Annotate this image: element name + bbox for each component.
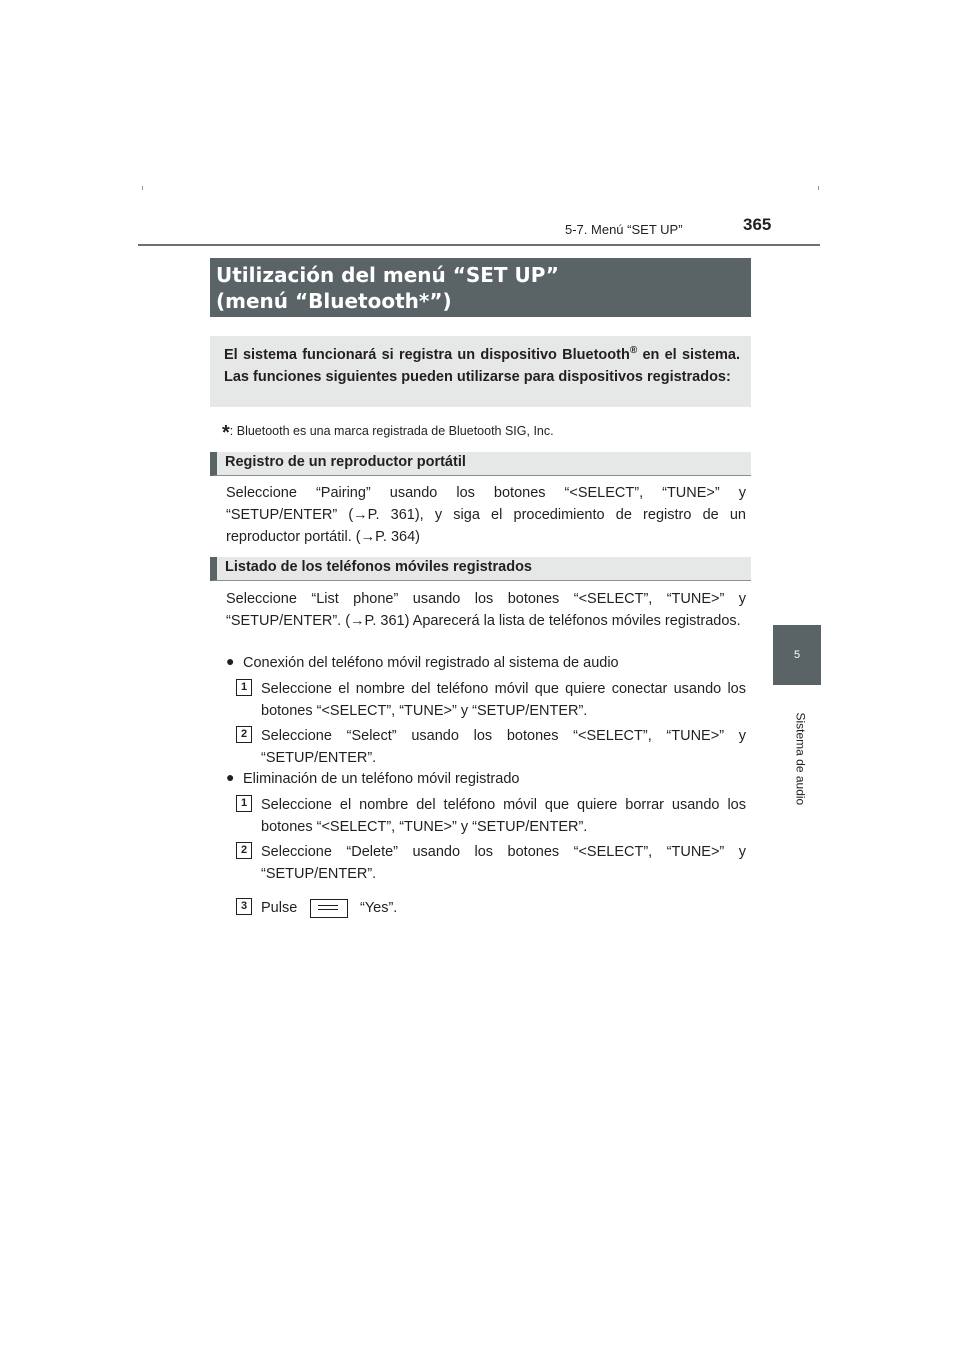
page-number: 365: [743, 215, 772, 234]
footnote-text: : Bluetooth es una marca registrada de Bluetooth SIG, Inc.: [229, 424, 554, 438]
chapter-label: Sistema de audio: [793, 712, 808, 806]
step-text: Seleccione “Delete” usando los botones “<SELECT”, “TUNE>” y “SETUP/ENTER”.: [261, 844, 746, 882]
subheading-registro: [210, 452, 751, 476]
subheading-listado-label: Listado de los teléfonos móviles registrados: [225, 559, 532, 575]
section-title-box: [210, 258, 751, 317]
step-text: Seleccione el nombre del teléfono móvil que quiere conectar usando los botones “<SELECT”, “TUNE>” y “SETUP/ENTER”.: [261, 681, 746, 719]
step-number: 2: [236, 726, 252, 743]
title-line-2: (menú “Bluetooth*”): [216, 289, 452, 313]
paragraph-registro: Seleccione “Pairing” usando los botones “<SELECT”, “TUNE>” y “SETUP/ENTER” (→P. 361), y siga el procedimiento de registro de un reproductor portátil. (→P. 364): [226, 485, 746, 545]
step-number: 1: [236, 679, 252, 696]
step-text: Seleccione el nombre del teléfono móvil que quiere borrar usando los botones “<SELECT”, “TUNE>” y “SETUP/ENTER”.: [261, 797, 746, 835]
intro-text: [224, 340, 740, 388]
bullet-icon: ●: [226, 653, 235, 669]
button-glyph: [318, 905, 338, 910]
footnote-mark: *: [222, 422, 230, 444]
audio-button-icon: [310, 899, 348, 918]
bullet-conexion: Conexión del teléfono móvil registrado al sistema de audio: [243, 655, 619, 671]
header-section: 5-7. Menú “SET UP”: [565, 222, 683, 237]
paragraph-listado: Seleccione “List phone” usando los botones “<SELECT”, “TUNE>” y “SETUP/ENTER”. (→P. 361) Aparecerá la lista de teléfonos móviles registrados.: [226, 591, 746, 629]
step-pulse: Pulse: [261, 900, 298, 916]
step-yes: “Yes”.: [360, 900, 398, 916]
intro-box: [210, 336, 751, 407]
intro-text-post: en el sistema. Las funciones siguientes pueden utilizarse para dispositivos registrados:: [224, 346, 741, 385]
header-rule: [138, 244, 820, 246]
title-line-1: Utilización del menú “SET UP”: [216, 263, 559, 287]
crop-mark-right: [818, 186, 819, 190]
registered-mark: ®: [629, 345, 638, 356]
step-number: 1: [236, 795, 252, 812]
step-number: 3: [236, 898, 252, 915]
subheading-registro-label: Registro de un reproductor portátil: [225, 454, 466, 470]
footnote: [222, 422, 554, 445]
subheading-listado: [210, 557, 751, 581]
step-text: Seleccione “Select” usando los botones “<SELECT”, “TUNE>” y “SETUP/ENTER”.: [261, 728, 746, 766]
bullet-eliminacion: Eliminación de un teléfono móvil registrado: [243, 771, 520, 787]
step-number: 2: [236, 842, 252, 859]
chapter-tab: 5: [773, 625, 821, 685]
crop-mark-left: [142, 186, 143, 190]
bullet-icon: ●: [226, 769, 235, 785]
intro-text-pre: El sistema funcionará si registra un dispositivo Bluetooth: [224, 346, 630, 363]
